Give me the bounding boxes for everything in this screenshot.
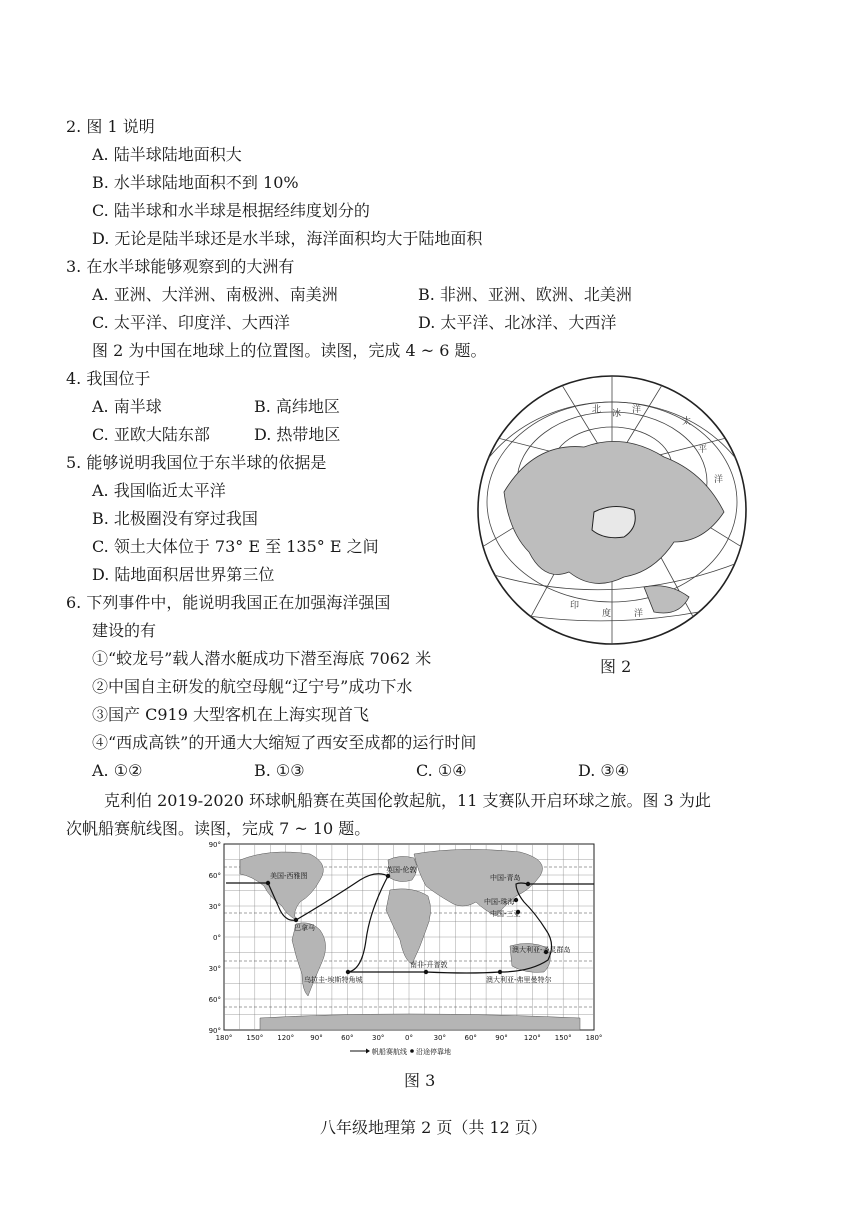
q5-option-c: C. 领土大体位于 73° E 至 135° E 之间 xyxy=(92,537,379,556)
globe-label-7: 北 xyxy=(592,405,602,415)
q2-option-a: A. 陆半球陆地面积大 xyxy=(92,145,242,164)
q2-option-c: C. 陆半球和水半球是根据经纬度划分的 xyxy=(92,201,370,220)
lat-label-2: 30° xyxy=(208,903,221,911)
q3-option-c: C. 太平洋、印度洋、大西洋 xyxy=(92,313,290,332)
lon-label-2: 120° xyxy=(277,1034,295,1042)
lon-label-4: 60° xyxy=(341,1034,354,1042)
lon-label-1: 150° xyxy=(246,1034,264,1042)
page-footer: 八年级地理第 2 页（共 12 页） xyxy=(320,1118,547,1137)
q4-option-b: B. 高纬地区 xyxy=(254,397,340,416)
figure-3-map xyxy=(200,840,610,1062)
intro-4-6: 图 2 为中国在地球上的位置图。读图，完成 4 ~ 6 题。 xyxy=(92,341,487,360)
q2-stem: 2. 图 1 说明 xyxy=(66,117,155,136)
globe-label-2: 平 xyxy=(698,445,708,455)
q6-stem: 6. 下列事件中，能说明我国正在加强海洋强国 xyxy=(66,593,391,612)
q3-option-b: B. 非洲、亚洲、欧洲、北美洲 xyxy=(418,285,632,304)
stop-label-sanya: 中国-三亚 xyxy=(490,910,521,918)
figure-2-caption: 图 2 xyxy=(600,657,632,676)
stop-label-whitsundays: 澳大利亚-圣灵群岛 xyxy=(512,946,571,954)
q4-option-d: D. 热带地区 xyxy=(254,425,341,444)
lat-label-6: 90° xyxy=(208,1027,221,1035)
globe-label-3: 洋 xyxy=(714,475,724,485)
legend-route-label: 帆船赛航线 xyxy=(372,1048,407,1056)
stop-label-zhuhai: 中国-珠海 xyxy=(484,898,515,906)
q3-stem: 3. 在水半球能够观察到的大洲有 xyxy=(66,257,295,276)
figure-3-caption: 图 3 xyxy=(404,1071,436,1090)
lat-label-1: 60° xyxy=(208,872,221,880)
stop-label-london: 英国-伦敦 xyxy=(386,866,417,874)
q3-option-d: D. 太平洋、北冰洋、大西洋 xyxy=(418,313,617,332)
q4-option-c: C. 亚欧大陆东部 xyxy=(92,425,210,444)
q6-item-1: ①“蛟龙号”载人潜水艇成功下潜至海底 7062 米 xyxy=(92,649,432,668)
stop-label-qingdao: 中国-青岛 xyxy=(490,874,521,882)
legend-stop-label: 沿途停靠地 xyxy=(416,1048,451,1056)
intro-7-10-line1: 克利伯 2019-2020 环球帆船赛在英国伦敦起航，11 支赛队开启环球之旅。图 3 为此 xyxy=(104,791,711,810)
globe-label-9: 洋 xyxy=(632,405,642,415)
lon-label-9: 90° xyxy=(495,1034,508,1042)
stop-label-panama: 巴拿马 xyxy=(294,924,315,932)
q6-option-c: C. ①④ xyxy=(416,761,467,780)
stop-label-capetown: 南非-开普敦 xyxy=(410,961,448,969)
q6-item-4: ④“西成高铁”的开通大大缩短了西安至成都的运行时间 xyxy=(92,733,477,752)
q4-option-a: A. 南半球 xyxy=(92,397,162,416)
lon-label-6: 0° xyxy=(405,1034,413,1042)
q5-option-d: D. 陆地面积居世界第三位 xyxy=(92,565,275,584)
lat-label-0: 90° xyxy=(208,841,221,849)
lat-label-4: 30° xyxy=(208,965,221,973)
q2-option-b: B. 水半球陆地面积不到 10% xyxy=(92,173,299,192)
lon-label-3: 90° xyxy=(310,1034,323,1042)
globe-label-1: 太 xyxy=(682,417,692,427)
stop-label-punta: 乌拉圭-埃斯特角城 xyxy=(304,976,363,984)
q5-option-b: B. 北极圈没有穿过我国 xyxy=(92,509,258,528)
lon-label-12: 180° xyxy=(585,1034,603,1042)
q5-option-a: A. 我国临近太平洋 xyxy=(92,481,226,500)
figure-2-globe xyxy=(474,372,750,648)
globe-label-5: 度 xyxy=(602,609,612,619)
q2-option-d: D. 无论是陆半球还是水半球，海洋面积均大于陆地面积 xyxy=(92,229,483,248)
lat-label-5: 60° xyxy=(208,996,221,1004)
intro-7-10-line2: 次帆船赛航线图。读图，完成 7 ~ 10 题。 xyxy=(66,819,371,838)
legend-stop-icon xyxy=(410,1049,414,1053)
globe-label-4: 印 xyxy=(570,601,580,611)
stop-label-seattle: 美国-西雅图 xyxy=(270,872,308,880)
lon-label-8: 60° xyxy=(464,1034,477,1042)
q6-stem-cont: 建设的有 xyxy=(92,621,157,640)
q5-stem: 5. 能够说明我国位于东半球的依据是 xyxy=(66,453,327,472)
globe-label-8: 冰 xyxy=(612,409,622,419)
q6-option-a: A. ①② xyxy=(92,761,143,780)
lon-label-7: 30° xyxy=(433,1034,447,1042)
lon-label-0: 180° xyxy=(215,1034,233,1042)
globe-label-6: 洋 xyxy=(634,609,644,619)
stop-label-fremantle: 澳大利亚-弗里曼特尔 xyxy=(486,976,552,984)
q6-option-b: B. ①③ xyxy=(254,761,305,780)
lat-label-3: 0° xyxy=(213,934,221,942)
q6-option-d: D. ③④ xyxy=(578,761,630,780)
q3-option-a: A. 亚洲、大洋洲、南极洲、南美洲 xyxy=(92,285,338,304)
q6-item-3: ③国产 C919 大型客机在上海实现首飞 xyxy=(92,705,369,724)
lon-label-5: 30° xyxy=(371,1034,385,1042)
q4-stem: 4. 我国位于 xyxy=(66,369,151,388)
q6-item-2: ②中国自主研发的航空母舰“辽宁号”成功下水 xyxy=(92,677,413,696)
lon-label-11: 150° xyxy=(554,1034,572,1042)
lon-label-10: 120° xyxy=(523,1034,541,1042)
